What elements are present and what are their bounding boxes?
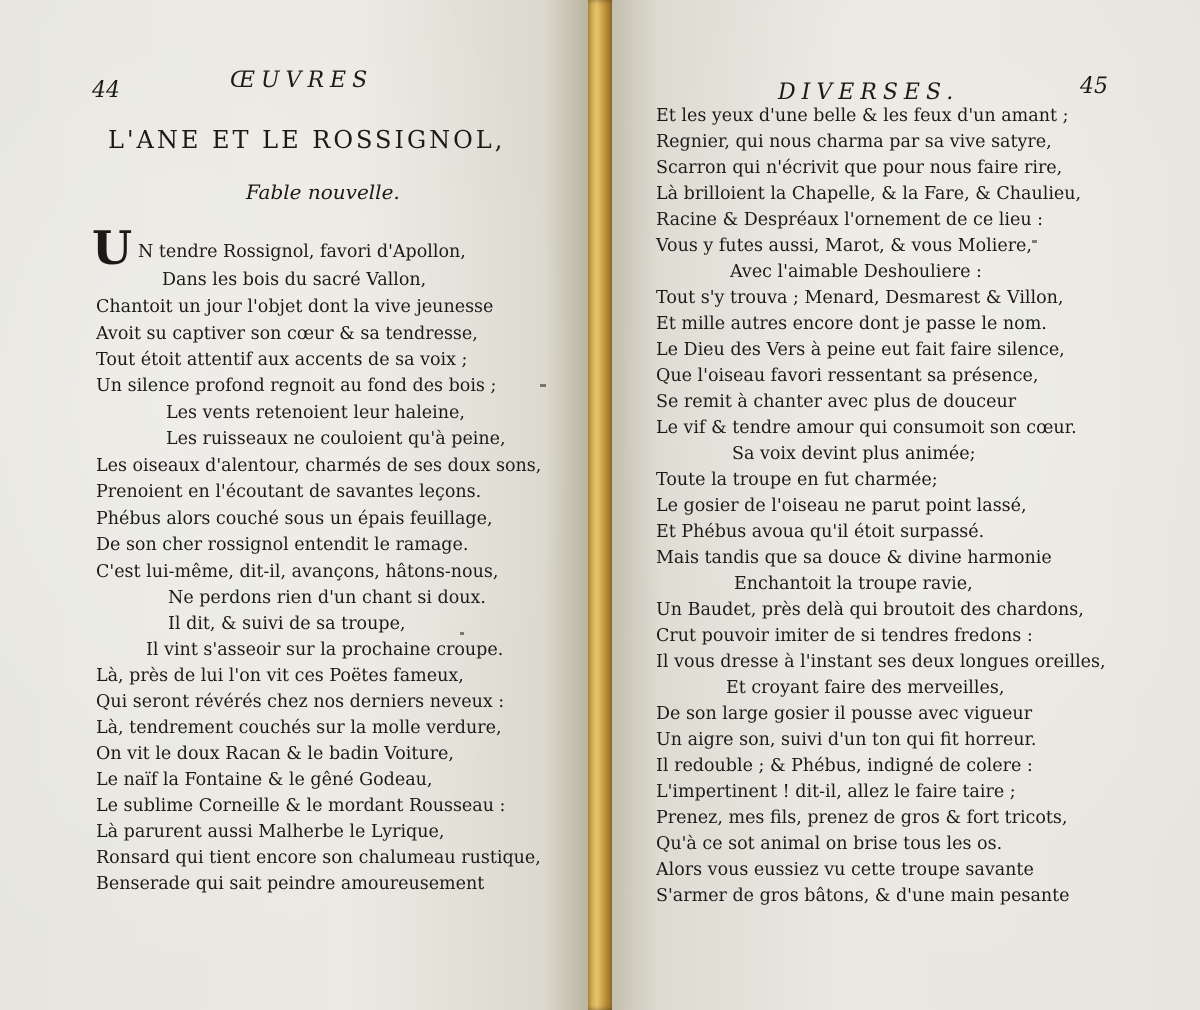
verse-line: Prenez, mes fils, prenez de gros & fort tricots,: [656, 808, 1068, 828]
verse-line: Benserade qui sait peindre amoureusement: [96, 874, 485, 894]
verse-line: Il vint s'asseoir sur la prochaine croupe.: [146, 640, 504, 660]
verse-line: De son cher rossignol entendit le ramage.: [96, 535, 469, 555]
verse-line: Le naïf la Fontaine & le gêné Godeau,: [96, 770, 433, 790]
verse-line: S'armer de gros bâtons, & d'une main pesante: [656, 886, 1070, 906]
verse-line: Le vif & tendre amour qui consumoit son cœur.: [656, 418, 1077, 438]
verse-line: Là, près de lui l'on vit ces Poëtes fameux,: [96, 666, 464, 686]
verse-line: Là brilloient la Chapelle, & la Fare, & Chaulieu,: [656, 184, 1082, 204]
verse-line: Ne perdons rien d'un chant si doux.: [168, 588, 486, 608]
verse-line: Et croyant faire des merveilles,: [726, 678, 1005, 698]
verse-line: Un aigre son, suivi d'un ton qui fit horreur.: [656, 730, 1037, 750]
poem-title: L'ANE ET LE ROSSIGNOL,: [108, 126, 506, 154]
verse-line: Dans les bois du sacré Vallon,: [162, 270, 427, 290]
verse-line: Il dit, & suivi de sa troupe,: [168, 614, 406, 634]
verse-line: Et les yeux d'une belle & les feux d'un amant ;: [656, 106, 1069, 126]
verse-line: L'impertinent ! dit-il, allez le faire taire ;: [656, 782, 1016, 802]
verse-line: Que l'oiseau favori ressentant sa présence,: [656, 366, 1039, 386]
verse-line: Il vous dresse à l'instant ses deux longues oreilles,: [656, 652, 1106, 672]
verse-line: Tout s'y trouva ; Menard, Desmarest & Villon,: [656, 288, 1064, 308]
verse-line: Un silence profond regnoit au fond des bois ;: [96, 376, 497, 396]
verse-line: Tout étoit attentif aux accents de sa voix ;: [96, 350, 468, 370]
left-page: [0, 0, 590, 1010]
ink-speck: [460, 632, 464, 635]
verse-line: Ronsard qui tient encore son chalumeau rustique,: [96, 848, 541, 868]
verse-line: Il redouble ; & Phébus, indigné de colere :: [656, 756, 1033, 776]
verse-line: Regnier, qui nous charma par sa vive satyre,: [656, 132, 1052, 152]
drop-cap: U: [92, 221, 133, 275]
verse-line: Les oiseaux d'alentour, charmés de ses doux sons,: [96, 456, 542, 476]
right-page: [612, 0, 1200, 1010]
verse-line: Se remit à chanter avec plus de douceur: [656, 392, 1017, 412]
verse-line: Mais tandis que sa douce & divine harmonie: [656, 548, 1052, 568]
verse-line: Le sublime Corneille & le mordant Rousseau :: [96, 796, 506, 816]
verse-line: Un Baudet, près delà qui broutoit des chardons,: [656, 600, 1084, 620]
verse-line: Alors vous eussiez vu cette troupe savante: [656, 860, 1034, 880]
verse-line: Qui seront révérés chez nos derniers neveux :: [96, 692, 505, 712]
verse-line: U N tendre Rossignol, favori d'Apollon,: [92, 221, 466, 275]
left-running-head: ŒUVRES: [230, 68, 374, 93]
left-page-number: 44: [92, 78, 120, 103]
verse-line: Les vents retenoient leur haleine,: [166, 403, 465, 423]
verse-line: C'est lui-même, dit-il, avançons, hâtons-nous,: [96, 562, 499, 582]
verse-line: Le Dieu des Vers à peine eut fait faire silence,: [656, 340, 1065, 360]
verse-line: Enchantoit la troupe ravie,: [734, 574, 973, 594]
verse-line: Phébus alors couché sous un épais feuillage,: [96, 509, 493, 529]
verse-line: Avec l'aimable Deshouliere :: [730, 262, 982, 282]
book-gutter: [588, 0, 614, 1010]
verse-line: Sa voix devint plus animée;: [732, 444, 976, 464]
verse-line: Racine & Despréaux l'ornement de ce lieu :: [656, 210, 1044, 230]
verse-line: Là, tendrement couchés sur la molle verdure,: [96, 718, 502, 738]
verse-line: Avoit su captiver son cœur & sa tendresse,: [96, 324, 478, 344]
verse-line: Vous y futes aussi, Marot, & vous Moliere,: [656, 236, 1032, 256]
verse-line: Crut pouvoir imiter de si tendres fredons :: [656, 626, 1033, 646]
poem-subtitle: Fable nouvelle.: [246, 180, 400, 204]
verse-line: Et Phébus avoua qu'il étoit surpassé.: [656, 522, 985, 542]
verse-line: On vit le doux Racan & le badin Voiture,: [96, 744, 454, 764]
ink-speck: [1032, 240, 1037, 243]
verse-line: Les ruisseaux ne couloient qu'à peine,: [166, 429, 506, 449]
verse-line: Chantoit un jour l'objet dont la vive jeunesse: [96, 297, 494, 317]
verse-line: De son large gosier il pousse avec vigueur: [656, 704, 1033, 724]
verse-line: Toute la troupe en fut charmée;: [656, 470, 938, 490]
ink-speck: [540, 384, 546, 387]
verse-line: Scarron qui n'écrivit que pour nous faire rire,: [656, 158, 1063, 178]
verse-line: Et mille autres encore dont je passe le nom.: [656, 314, 1047, 334]
verse-line: Le gosier de l'oiseau ne parut point lassé,: [656, 496, 1027, 516]
verse-line: Qu'à ce sot animal on brise tous les os.: [656, 834, 1003, 854]
right-running-head: DIVERSES.: [778, 80, 960, 105]
right-page-number: 45: [1080, 74, 1108, 99]
verse-line: Là parurent aussi Malherbe le Lyrique,: [96, 822, 445, 842]
verse-line: Prenoient en l'écoutant de savantes leçons.: [96, 482, 482, 502]
